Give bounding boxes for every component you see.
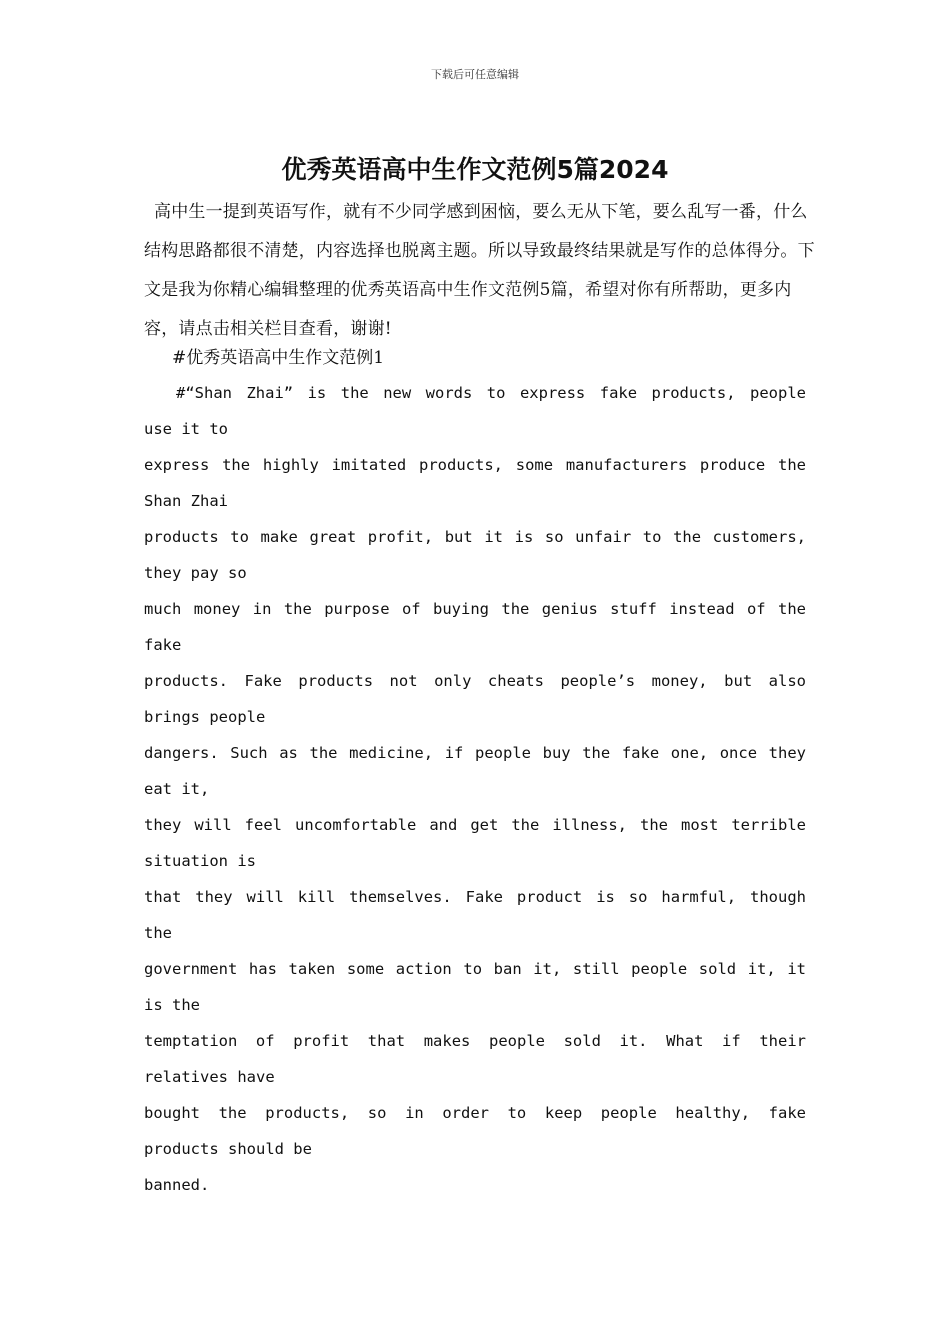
essay-line: express the highly imitated products, some manufacturers produce the [144, 456, 806, 474]
essay-line: eat it, [144, 780, 210, 798]
essay-line: Shan Zhai [144, 492, 228, 510]
intro-paragraph: 高中生一提到英语写作，就有不少同学感到困恼，要么无从下笔，要么乱写一番，什么结构思路都很不清楚，内容选择也脱离主题。所以导致最终结果就是写作的总体得分。下文是我为你精心编辑整理的优秀英语高中生作文范例5篇，希望对你有所帮助，更多内容，请点击相关栏目查看，谢谢! [144, 202, 815, 339]
section-heading: #优秀英语高中生作文范例1 [172, 348, 385, 368]
essay-line: the [144, 924, 172, 942]
essay-body [144, 375, 814, 1203]
essay-line: situation is [144, 852, 256, 870]
essay-line: relatives have [144, 1068, 275, 1086]
essay-line: much money in the purpose of buying the genius stuff instead of the [144, 600, 806, 618]
essay-line: use it to [144, 420, 228, 438]
essay-line: dangers. Such as the medicine, if people buy the fake one, once they [144, 744, 806, 762]
essay-line: fake [144, 636, 182, 654]
header-note: 下载后可任意编辑 [431, 68, 519, 81]
essay-line: brings people [144, 708, 266, 726]
essay-line: is the [144, 996, 200, 1014]
essay-line: products to make great profit, but it is so unfair to the customers, [144, 528, 806, 546]
essay-line: government has taken some action to ban it, still people sold it, it [144, 960, 806, 978]
essay-line: products should be [144, 1140, 312, 1158]
essay-line: bought the products, so in order to keep people healthy, fake [144, 1104, 806, 1122]
document-title: 优秀英语高中生作文范例5篇2024 [281, 155, 669, 184]
essay-line: banned. [144, 1176, 210, 1194]
essay-line: #“Shan Zhai” is the new words to express fake products, people [176, 384, 806, 402]
essay-line: they will feel uncomfortable and get the illness, the most terrible [144, 816, 806, 834]
essay-line: products. Fake products not only cheats people’s money, but also [144, 672, 806, 690]
essay-line: temptation of profit that makes people sold it. What if their [144, 1032, 806, 1050]
essay-line: that they will kill themselves. Fake product is so harmful, though [144, 888, 806, 906]
essay-line: they pay so [144, 564, 247, 582]
